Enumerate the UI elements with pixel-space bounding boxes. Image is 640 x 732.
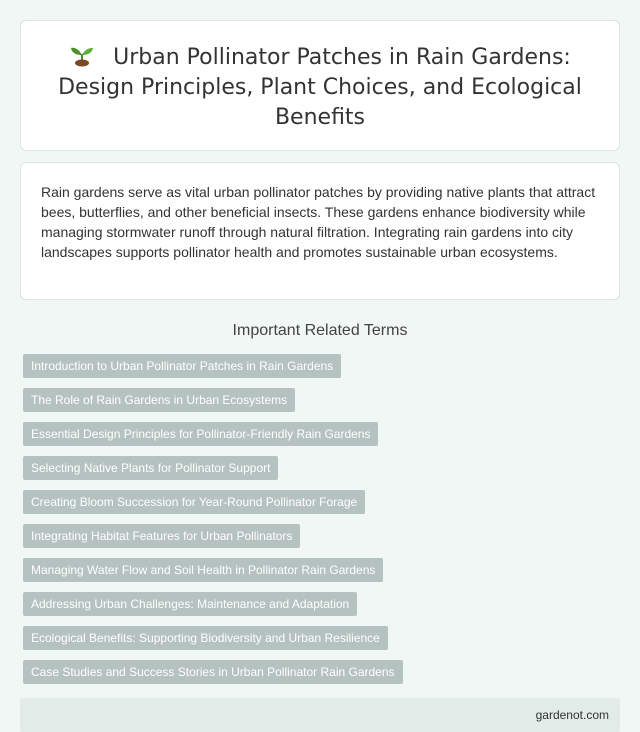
page-title-text: Urban Pollinator Patches in Rain Gardens: Design Principles, Plant Choices, and Ecological Benefits (58, 45, 582, 130)
term-tag[interactable]: Managing Water Flow and Soil Health in Pollinator Rain Gardens (23, 558, 383, 582)
term-tag[interactable]: Essential Design Principles for Pollinator-Friendly Rain Gardens (23, 422, 378, 446)
term-tag[interactable]: Introduction to Urban Pollinator Patches in Rain Gardens (23, 354, 341, 378)
term-tag[interactable]: Addressing Urban Challenges: Maintenance and Adaptation (23, 592, 357, 616)
related-terms-heading: Important Related Terms (232, 322, 408, 339)
page-title (41, 43, 599, 133)
intro-text: Rain gardens serve as vital urban pollinator patches by providing native plants that attract bees, butterflies, and other beneficial insects. These gardens enhance biodiversity while managing stormwater runoff through natural filtration. Integrating rain gardens into city landscapes supports pollinator health and promotes sustainable urban ecosystems. (41, 184, 596, 260)
term-tag[interactable]: Selecting Native Plants for Pollinator Support (23, 456, 278, 480)
footer (20, 698, 620, 732)
term-tag[interactable]: Integrating Habitat Features for Urban Pollinators (23, 524, 300, 548)
title-card (20, 20, 620, 151)
term-tag[interactable]: The Role of Rain Gardens in Urban Ecosystems (23, 388, 295, 412)
intro-card (20, 162, 620, 300)
term-tag[interactable]: Case Studies and Success Stories in Urban Pollinator Rain Gardens (23, 660, 403, 684)
footer-site-link[interactable]: gardenot.com (535, 708, 609, 722)
related-terms-list (20, 354, 620, 684)
term-tag[interactable]: Creating Bloom Succession for Year-Round Pollinator Forage (23, 490, 365, 514)
term-tag[interactable]: Ecological Benefits: Supporting Biodiversity and Urban Resilience (23, 626, 388, 650)
sprout-icon (69, 43, 95, 67)
